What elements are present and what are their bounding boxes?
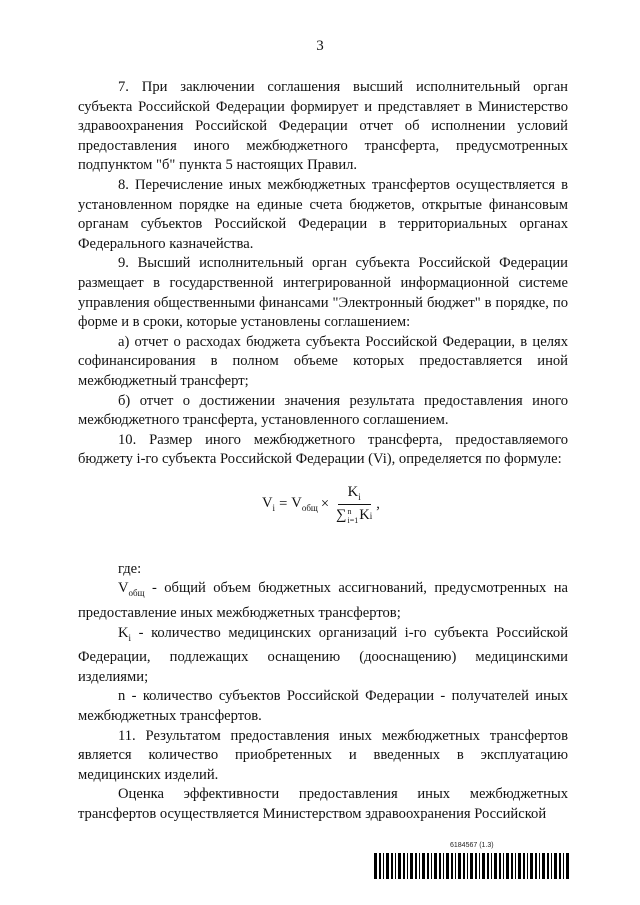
formula-total: $V_{общ}$ (291, 495, 318, 514)
definition-k-i: $K_i$ - количество медицинских организаций i-го субъекта Российской Федерации, подлежащих оснащению (дооснащению) медицинскими изделиями; (78, 624, 568, 685)
formula-numerator: $K_i$ (338, 484, 371, 505)
paragraph-7: 7. При заключении соглашения высший исполнительный орган субъекта Российской Федерации формирует и представляет в Министерство здравоохранения Российской Федерации отчет об исполнении условий предоставления иного межбюджетного трансферта, предусмотренных подпунктом "б" пункта 5 настоящих Правил. (78, 79, 568, 174)
formula-comma: , (376, 495, 380, 512)
definition-n: n - количество субъектов Российской Федерации - получателей иных межбюджетных трансфертов. (78, 688, 568, 725)
sum-icon: ∑ (336, 507, 347, 524)
formula-times: × (320, 495, 330, 512)
formula-denominator: ∑ n i=1 K i (336, 506, 373, 525)
formula (78, 478, 568, 548)
document-code: 6184567 (1.3) (450, 842, 494, 849)
where-label: где: (118, 560, 142, 577)
formula-equals: = (279, 495, 288, 512)
paragraph-8: 8. Перечисление иных межбюджетных трансфертов осуществляется в установленном порядке на единые счета бюджетов, открытые финансовым органам субъектов Российской Федерации в территориальных органах Федерального казначейства. (78, 176, 568, 252)
document-body (78, 78, 568, 825)
definition-v-total: $V_{общ}$ - общий объем бюджетных ассигнований, предусмотренных на предоставление иных межбюджетных трансфертов; (78, 580, 568, 622)
paragraph-9a: а) отчет о расходах бюджета субъекта Российской Федерации, в целях софинансирования в полном объеме которых предоставляется иной межбюджетный трансферт; (78, 333, 568, 389)
paragraph-evaluation: Оценка эффективности предоставления иных межбюджетных трансфертов осуществляется Министерством здравоохранения Российской (78, 786, 568, 822)
paragraph-9: 9. Высший исполнительный орган субъекта Российской Федерации размещает в государственной интегрированной информационной системе управления общественными финансами "Электронный бюджет" в порядке, по форме и в сроки, которые установлены соглашением: (78, 255, 568, 331)
paragraph-9b: б) отчет о достижении значения результата предоставления иного межбюджетного трансферта, установленного соглашением. (78, 392, 568, 429)
formula-lhs: $V_i$ (262, 495, 276, 514)
paragraph-10: 10. Размер иного межбюджетного трансферта, предоставляемого бюджету i-го субъекта Российской Федерации (Vi), определяется по формуле: (78, 431, 568, 468)
formula-fraction (336, 484, 372, 525)
barcode-icon (374, 853, 572, 879)
page-number: 3 (316, 38, 324, 54)
paragraph-11: 11. Результатом предоставления иных межбюджетных трансфертов является количество приобретенных и введенных в эксплуатацию медицинских изделий. (78, 727, 568, 783)
